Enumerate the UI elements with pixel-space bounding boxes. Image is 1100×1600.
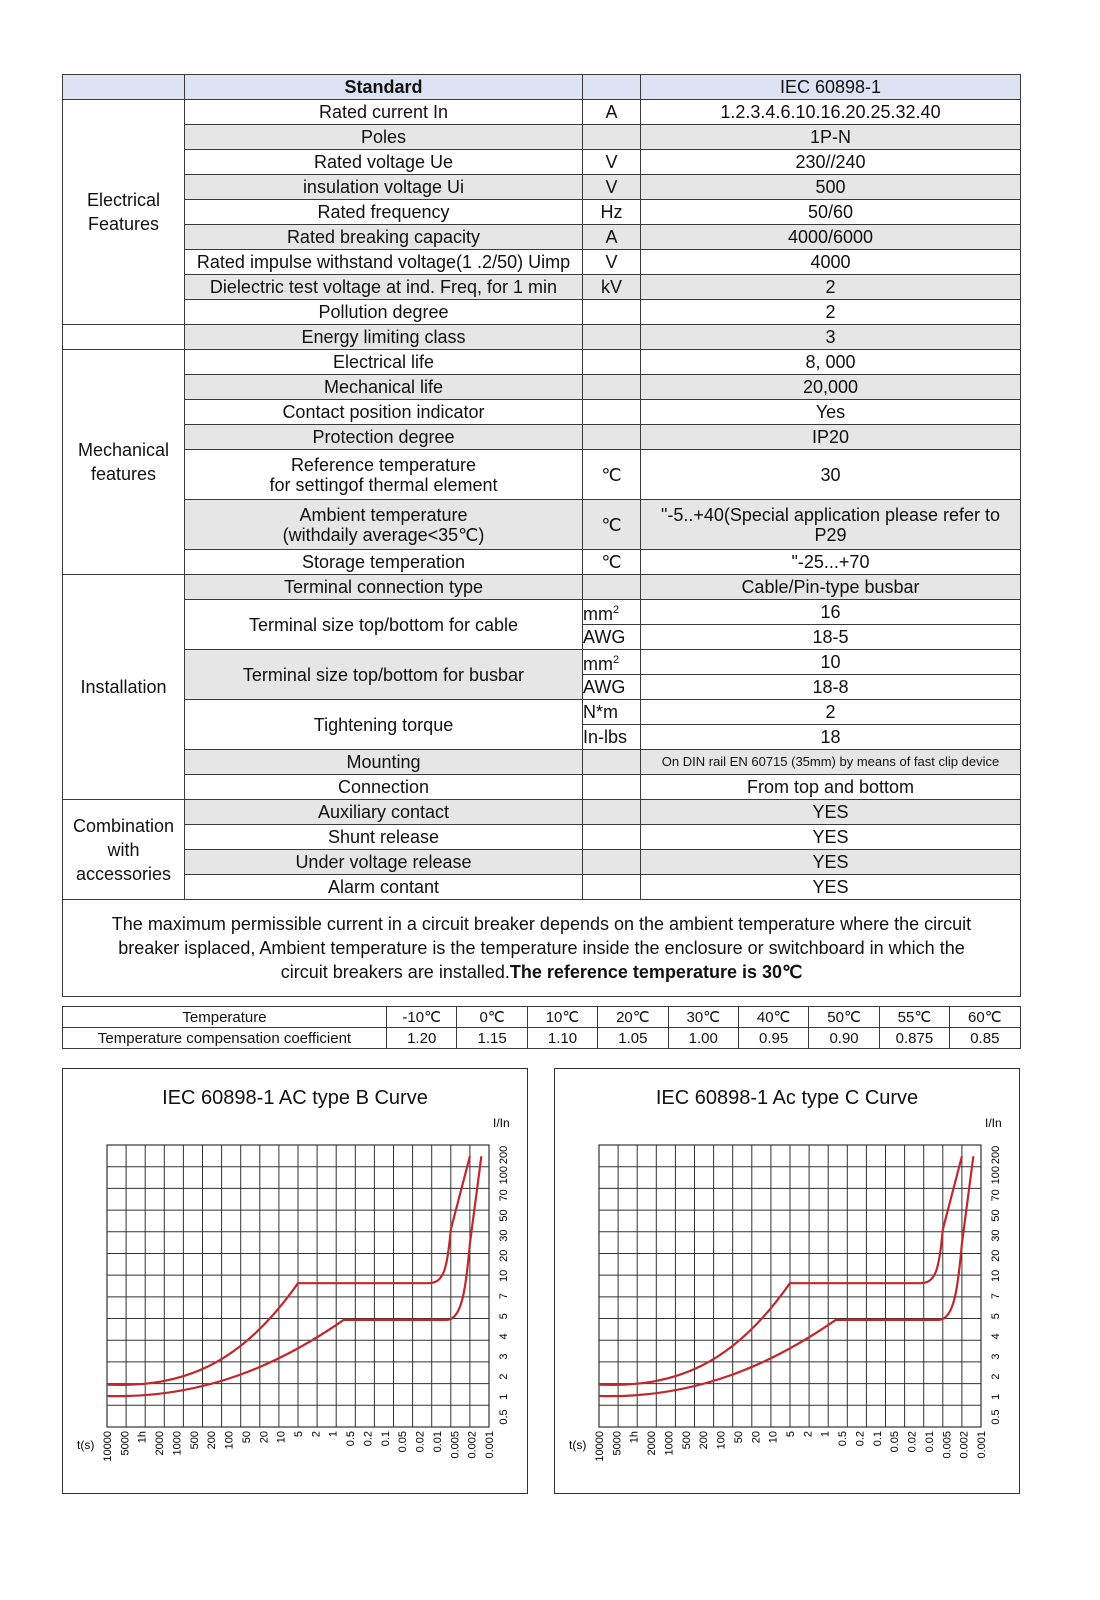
time-tick-label: 5000 — [611, 1431, 624, 1456]
spec-row — [63, 375, 1021, 400]
coefficient-value: 1.20 — [387, 1028, 457, 1049]
time-tick-label: 0.002 — [466, 1431, 479, 1459]
value: 4000/6000 — [641, 225, 1021, 250]
temperature-row — [63, 1007, 1021, 1028]
spec-row — [63, 225, 1021, 250]
time-tick-label: 500 — [188, 1431, 201, 1450]
unit — [583, 850, 641, 875]
unit: AWG — [583, 625, 641, 650]
value: From top and bottom — [641, 775, 1021, 800]
spec-row — [63, 150, 1021, 175]
unit: A — [583, 100, 641, 125]
temperature-value: 20℃ — [598, 1007, 668, 1028]
coefficient-value: 0.95 — [738, 1028, 808, 1049]
spec-row — [63, 250, 1021, 275]
spec-row — [63, 200, 1021, 225]
time-tick-label: 0.2 — [362, 1431, 375, 1447]
spec-row — [63, 175, 1021, 200]
coefficient-value: 1.15 — [457, 1028, 527, 1049]
group-label: Mechanical features — [63, 350, 185, 575]
upper-trip-curve — [107, 1156, 470, 1385]
value: YES — [641, 850, 1021, 875]
value: "-5..+40(Special application please refer to P29 — [641, 500, 1021, 550]
parameter-name: insulation voltage Ui — [185, 175, 583, 200]
trip-curve-b-chart — [62, 1068, 528, 1494]
current-tick-label: 7 — [498, 1293, 510, 1300]
unit: ℃ — [583, 450, 641, 500]
unit — [583, 425, 641, 450]
time-tick-label: 1h — [136, 1431, 149, 1444]
time-tick-label: 2000 — [154, 1431, 167, 1456]
time-tick-label: 5 — [293, 1431, 305, 1438]
unit: $mm^2$ — [583, 650, 641, 675]
unit — [583, 825, 641, 850]
parameter-name: Under voltage release — [185, 850, 583, 875]
unit — [583, 875, 641, 900]
temperature-value: 0℃ — [457, 1007, 527, 1028]
trip-curve-c-chart — [554, 1068, 1020, 1494]
time-tick-label: 1 — [327, 1431, 340, 1438]
chart-title-c: IEC 60898-1 Ac type C Curve — [655, 1087, 919, 1109]
value: 10 — [641, 650, 1021, 675]
group-label — [63, 325, 185, 350]
time-tick-label: 2000 — [646, 1431, 659, 1456]
time-tick-label: 50 — [240, 1431, 253, 1444]
current-tick-label: 200 — [990, 1145, 1002, 1165]
value: 8, 000 — [641, 350, 1021, 375]
spec-row — [63, 325, 1021, 350]
value: 500 — [641, 175, 1021, 200]
y-axis-label: I/In — [493, 1116, 510, 1130]
value: 18-5 — [641, 625, 1021, 650]
unit — [583, 775, 641, 800]
value: On DIN rail EN 60715 (35mm) by means of fast clip device — [641, 750, 1021, 775]
header-standard-value: IEC 60898-1 — [641, 75, 1021, 100]
current-tick-label: 10 — [498, 1269, 510, 1283]
value: 18 — [641, 725, 1021, 750]
value: YES — [641, 800, 1021, 825]
unit — [583, 325, 641, 350]
temperature-value: 50℃ — [809, 1007, 879, 1028]
parameter-name: Contact position indicator — [185, 400, 583, 425]
value: 2 — [641, 300, 1021, 325]
spec-row — [63, 575, 1021, 600]
current-tick-label: 100 — [498, 1165, 510, 1185]
unit — [583, 575, 641, 600]
temperature-label: Temperature — [63, 1007, 387, 1028]
unit: ℃ — [583, 550, 641, 575]
parameter-name: Rated breaking capacity — [185, 225, 583, 250]
time-tick-label: 1 — [819, 1431, 832, 1438]
current-tick-label: 20 — [498, 1249, 510, 1262]
value: Yes — [641, 400, 1021, 425]
coefficient-value: 0.85 — [950, 1028, 1020, 1049]
y-axis-label: I/In — [985, 1116, 1002, 1130]
time-tick-label: 5 — [785, 1431, 797, 1438]
value: YES — [641, 825, 1021, 850]
parameter-name: Shunt release — [185, 825, 583, 850]
temperature-value: 30℃ — [668, 1007, 738, 1028]
parameter-name: Poles — [185, 125, 583, 150]
parameter-name: Alarm contant — [185, 875, 583, 900]
current-tick-label: 70 — [498, 1189, 510, 1202]
parameter-name: Rated voltage Ue — [185, 150, 583, 175]
spec-row — [63, 700, 1021, 725]
spec-row — [63, 400, 1021, 425]
value: 2 — [641, 275, 1021, 300]
time-tick-label: 2 — [802, 1431, 815, 1438]
note-bold: The reference temperature is 30℃ — [509, 962, 803, 982]
coefficient-label: Temperature compensation coefficient — [63, 1028, 387, 1049]
current-tick-label: 30 — [498, 1229, 510, 1242]
spec-row — [63, 650, 1021, 675]
time-tick-label: 100 — [715, 1431, 728, 1450]
current-tick-label: 5 — [498, 1313, 510, 1320]
group-label: Electrical Features — [63, 100, 185, 325]
time-tick-label: 0.5 — [837, 1431, 850, 1447]
note-text: The maximum permissible current in a circuit breaker depends on the ambient temperature where the circuit breaker isplaced, Ambient temperature is the temperature inside the enclosure or switchboard in which the circuit breakers are installed. — [111, 914, 972, 982]
value: 1.2.3.4.6.10.16.20.25.32.40 — [641, 100, 1021, 125]
unit — [583, 400, 641, 425]
unit — [583, 800, 641, 825]
value: 3 — [641, 325, 1021, 350]
parameter-name: Terminal connection type — [185, 575, 583, 600]
parameter-name: Rated current In — [185, 100, 583, 125]
time-tick-label: 2 — [310, 1431, 323, 1438]
current-tick-label: 1 — [498, 1393, 510, 1400]
coefficient-value: 0.90 — [809, 1028, 879, 1049]
group-label: Combination with accessories — [63, 800, 185, 900]
spec-row — [63, 750, 1021, 775]
unit — [583, 300, 641, 325]
chart-title-b: IEC 60898-1 AC type B Curve — [162, 1087, 428, 1109]
time-tick-label: 0.5 — [345, 1431, 358, 1447]
ambient-temperature-note — [63, 900, 1021, 997]
header-row — [63, 75, 1021, 100]
spec-row — [63, 775, 1021, 800]
current-tick-label: 70 — [990, 1189, 1002, 1202]
lower-trip-curve — [599, 1156, 973, 1396]
time-tick-label: 500 — [680, 1431, 693, 1450]
parameter-name: Terminal size top/bottom for busbar — [185, 650, 583, 700]
spec-row — [63, 100, 1021, 125]
current-tick-label: 7 — [990, 1293, 1002, 1300]
current-tick-label: 2 — [498, 1373, 510, 1380]
value: IP20 — [641, 425, 1021, 450]
time-tick-label: 20 — [750, 1431, 763, 1444]
time-tick-label: 0.001 — [484, 1431, 496, 1459]
value: 20,000 — [641, 375, 1021, 400]
coefficient-value: 1.00 — [668, 1028, 738, 1049]
current-tick-label: 3 — [498, 1353, 510, 1360]
current-tick-label: 10 — [990, 1269, 1002, 1283]
spec-row — [63, 350, 1021, 375]
spec-row — [63, 450, 1021, 500]
value: 4000 — [641, 250, 1021, 275]
temperature-value: 60℃ — [950, 1007, 1020, 1028]
group-label: Installation — [63, 575, 185, 800]
unit: V — [583, 150, 641, 175]
time-tick-label: 1h — [628, 1431, 641, 1444]
coefficient-row — [63, 1028, 1021, 1049]
trip-curve-b-plot — [63, 1069, 527, 1493]
time-tick-label: 0.05 — [889, 1431, 902, 1453]
unit: In-lbs — [583, 725, 641, 750]
current-tick-label: 1 — [990, 1393, 1002, 1400]
spec-row — [63, 425, 1021, 450]
parameter-name: Terminal size top/bottom for cable — [185, 600, 583, 650]
specification-table — [62, 74, 1021, 997]
current-tick-label: 4 — [990, 1333, 1002, 1340]
time-tick-label: 0.05 — [397, 1431, 410, 1453]
temperature-compensation-table — [62, 1006, 1021, 1049]
time-tick-label: 10 — [275, 1431, 288, 1444]
time-tick-label: 10000 — [102, 1431, 114, 1462]
parameter-name: Pollution degree — [185, 300, 583, 325]
time-tick-label: 50 — [732, 1431, 745, 1444]
unit: AWG — [583, 675, 641, 700]
header-unit — [583, 75, 641, 100]
parameter-name: Mechanical life — [185, 375, 583, 400]
spec-row — [63, 875, 1021, 900]
time-tick-label: 0.1 — [871, 1431, 884, 1447]
time-tick-label: 0.01 — [923, 1431, 936, 1453]
spec-row — [63, 500, 1021, 550]
value: 230//240 — [641, 150, 1021, 175]
time-tick-label: 20 — [258, 1431, 271, 1444]
upper-trip-curve — [599, 1156, 962, 1385]
parameter-name: Rated impulse withstand voltage(1 .2/50) Uimp — [185, 250, 583, 275]
unit — [583, 375, 641, 400]
unit — [583, 350, 641, 375]
time-tick-label: 0.02 — [414, 1431, 427, 1453]
time-tick-label: 10 — [767, 1431, 780, 1444]
parameter-name: Dielectric test voltage at ind. Freq, for 1 min — [185, 275, 583, 300]
value: 16 — [641, 600, 1021, 625]
parameter-name: Rated frequency — [185, 200, 583, 225]
unit: $mm^2$ — [583, 600, 641, 625]
time-tick-label: 200 — [206, 1431, 219, 1450]
current-tick-label: 20 — [990, 1249, 1002, 1262]
unit: kV — [583, 275, 641, 300]
value: 2 — [641, 700, 1021, 725]
temperature-value: 10℃ — [527, 1007, 597, 1028]
time-tick-label: 0.01 — [431, 1431, 444, 1453]
spec-row — [63, 275, 1021, 300]
coefficient-value: 1.05 — [598, 1028, 668, 1049]
time-tick-label: 0.1 — [379, 1431, 392, 1447]
unit: ℃ — [583, 500, 641, 550]
note-row — [63, 900, 1021, 997]
header-blank — [63, 75, 185, 100]
lower-trip-curve — [107, 1156, 481, 1396]
spec-row — [63, 825, 1021, 850]
x-axis-label: t(s) — [77, 1438, 95, 1452]
parameter-name: Tightening torque — [185, 700, 583, 750]
spec-row — [63, 125, 1021, 150]
time-tick-label: 100 — [223, 1431, 236, 1450]
parameter-name: Auxiliary contact — [185, 800, 583, 825]
value: 50/60 — [641, 200, 1021, 225]
current-tick-label: 0.5 — [498, 1409, 510, 1425]
unit — [583, 125, 641, 150]
time-tick-label: 1000 — [171, 1431, 184, 1456]
value: 18-8 — [641, 675, 1021, 700]
parameter-name: Reference temperature for settingof thermal element — [185, 450, 583, 500]
header-standard: Standard — [185, 75, 583, 100]
coefficient-value: 1.10 — [527, 1028, 597, 1049]
current-tick-label: 100 — [990, 1165, 1002, 1185]
current-tick-label: 5 — [990, 1313, 1002, 1320]
current-tick-label: 4 — [498, 1333, 510, 1340]
temperature-value: -10℃ — [387, 1007, 457, 1028]
unit — [583, 750, 641, 775]
spec-row — [63, 300, 1021, 325]
x-axis-label: t(s) — [569, 1438, 587, 1452]
parameter-name: Protection degree — [185, 425, 583, 450]
value: 30 — [641, 450, 1021, 500]
time-tick-label: 5000 — [119, 1431, 132, 1456]
current-tick-label: 50 — [498, 1209, 510, 1222]
parameter-name: Electrical life — [185, 350, 583, 375]
parameter-name: Energy limiting class — [185, 325, 583, 350]
parameter-name: Storage temperation — [185, 550, 583, 575]
unit: V — [583, 175, 641, 200]
current-tick-label: 3 — [990, 1353, 1002, 1360]
parameter-name: Ambient temperature (withdaily average<35℃) — [185, 500, 583, 550]
spec-row — [63, 550, 1021, 575]
unit: V — [583, 250, 641, 275]
time-tick-label: 0.005 — [941, 1431, 954, 1459]
value: Cable/Pin-type busbar — [641, 575, 1021, 600]
current-tick-label: 0.5 — [990, 1409, 1002, 1425]
time-tick-label: 10000 — [594, 1431, 606, 1462]
trip-curve-c-plot — [555, 1069, 1019, 1493]
time-tick-label: 0.005 — [449, 1431, 462, 1459]
spec-row — [63, 600, 1021, 625]
time-tick-label: 0.002 — [958, 1431, 971, 1459]
spec-row — [63, 850, 1021, 875]
time-tick-label: 200 — [698, 1431, 711, 1450]
current-tick-label: 2 — [990, 1373, 1002, 1380]
current-tick-label: 30 — [990, 1229, 1002, 1242]
current-tick-label: 200 — [498, 1145, 510, 1165]
parameter-name: Mounting — [185, 750, 583, 775]
coefficient-value: 0.875 — [879, 1028, 949, 1049]
parameter-name: Connection — [185, 775, 583, 800]
unit: A — [583, 225, 641, 250]
temperature-value: 40℃ — [738, 1007, 808, 1028]
value: YES — [641, 875, 1021, 900]
time-tick-label: 0.2 — [854, 1431, 867, 1447]
unit: Hz — [583, 200, 641, 225]
unit: N*m — [583, 700, 641, 725]
time-tick-label: 0.02 — [906, 1431, 919, 1453]
spec-row — [63, 800, 1021, 825]
temperature-value: 55℃ — [879, 1007, 949, 1028]
time-tick-label: 0.001 — [976, 1431, 988, 1459]
value: "-25...+70 — [641, 550, 1021, 575]
value: 1P-N — [641, 125, 1021, 150]
current-tick-label: 50 — [990, 1209, 1002, 1222]
time-tick-label: 1000 — [663, 1431, 676, 1456]
